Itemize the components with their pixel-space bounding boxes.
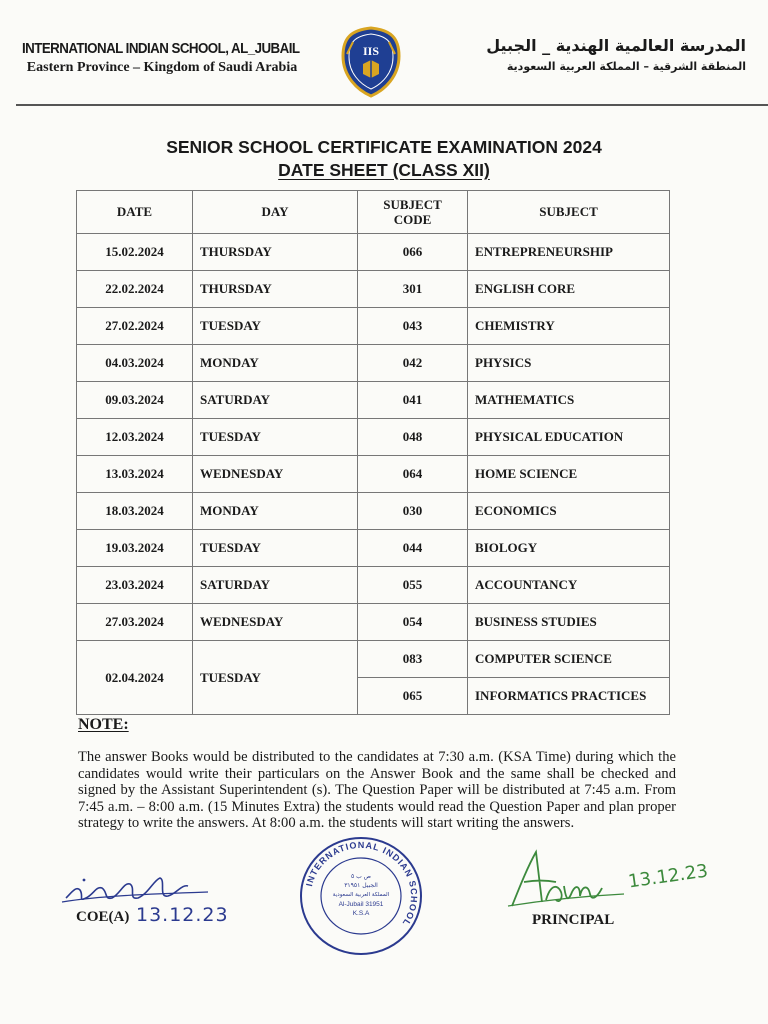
cell-subject: HOME SCIENCE — [468, 456, 670, 493]
table-row — [77, 493, 670, 530]
cell-day: THURSDAY — [193, 234, 358, 271]
table-row — [77, 530, 670, 567]
principal-label: PRINCIPAL — [532, 912, 615, 928]
cell-date: 23.03.2024 — [77, 567, 193, 604]
cell-day: TUESDAY — [193, 419, 358, 456]
cell-subject: MATHEMATICS — [468, 382, 670, 419]
cell-day: WEDNESDAY — [193, 456, 358, 493]
note-heading: NOTE: — [78, 716, 129, 733]
cell-code: 043 — [358, 308, 468, 345]
cell-day: MONDAY — [193, 345, 358, 382]
cell-subject: COMPUTER SCIENCE — [468, 641, 670, 678]
table-row — [77, 456, 670, 493]
stamp-line-2: الجبيل ٣١٩٥١ — [344, 882, 378, 889]
cell-subject: ENTREPRENEURSHIP — [468, 234, 670, 271]
cell-subject: ENGLISH CORE — [468, 271, 670, 308]
cell-code: 048 — [358, 419, 468, 456]
header-subject-code: SUBJECT CODE — [358, 191, 468, 234]
cell-day: MONDAY — [193, 493, 358, 530]
letterhead — [0, 0, 768, 110]
table-row — [77, 234, 670, 271]
cell-code: 064 — [358, 456, 468, 493]
cell-day: WEDNESDAY — [193, 604, 358, 641]
cell-date: 13.03.2024 — [77, 456, 193, 493]
table-row — [77, 382, 670, 419]
note-paragraph: The answer Books would be distributed to the candidates at 7:30 a.m. (KSA Time) during which the candidates would write their particulars on the Answer Book and the same shall be checked and signed by the Assistant Superintendent (s). The Question Paper will be distributed at 7:45 a.m. From 7:45 a.m. – 8:00 a.m. (15 Minutes Extra) the students would read the Question Paper and plan proper strategy to write the answers. At 8:00 a.m. the students will start writing the answers. — [78, 749, 676, 832]
header-divider — [16, 104, 768, 106]
table-row — [77, 604, 670, 641]
cell-day: THURSDAY — [193, 271, 358, 308]
cell-day: TUESDAY — [193, 530, 358, 567]
cell-date: 12.03.2024 — [77, 419, 193, 456]
cell-date: 02.04.2024 — [77, 641, 193, 715]
coe-date: 13.12.23 — [136, 904, 229, 926]
exam-title: SENIOR SCHOOL CERTIFICATE EXAMINATION 2024 — [166, 137, 602, 157]
cell-subject: CHEMISTRY — [468, 308, 670, 345]
cell-code: 066 — [358, 234, 468, 271]
date-sheet-title: DATE SHEET (CLASS XII) — [278, 160, 490, 180]
school-logo — [333, 24, 409, 100]
school-name-ar: المدرسة العالمية الهندية _ الجبيل — [486, 36, 746, 55]
table-row — [77, 567, 670, 604]
cell-code: 041 — [358, 382, 468, 419]
cell-subject: ACCOUNTANCY — [468, 567, 670, 604]
table-row — [77, 345, 670, 382]
cell-date: 18.03.2024 — [77, 493, 193, 530]
stamp-line-1: ص ب ٥ — [351, 873, 371, 880]
school-location-en: Eastern Province – Kingdom of Saudi Arabia — [26, 60, 298, 75]
header-day: DAY — [193, 191, 358, 234]
header-subject: SUBJECT — [468, 191, 670, 234]
school-location-ar: المنطقة الشرقية – المملكة العربية السعودية — [506, 60, 746, 73]
cell-code: 054 — [358, 604, 468, 641]
logo-text: IIS — [362, 44, 380, 58]
cell-code: 055 — [358, 567, 468, 604]
cell-day: TUESDAY — [193, 641, 358, 715]
school-name-en: INTERNATIONAL INDIAN SCHOOL, AL_JUBAIL — [22, 41, 300, 57]
cell-subject: BIOLOGY — [468, 530, 670, 567]
table-body — [77, 234, 670, 715]
cell-code: 030 — [358, 493, 468, 530]
cell-code: 042 — [358, 345, 468, 382]
cell-subject: BUSINESS STUDIES — [468, 604, 670, 641]
table-row — [77, 308, 670, 345]
stamp-line-4: Al-Jubail 31951 — [338, 901, 384, 908]
cell-date: 09.03.2024 — [77, 382, 193, 419]
stamp-line-3: المملكة العربية السعودية — [332, 892, 390, 898]
cell-day: SATURDAY — [193, 382, 358, 419]
coe-label: COE(A) — [76, 909, 130, 925]
table-row — [77, 419, 670, 456]
cell-code: 301 — [358, 271, 468, 308]
cell-subject: ECONOMICS — [468, 493, 670, 530]
cell-day: TUESDAY — [193, 308, 358, 345]
cell-day: SATURDAY — [193, 567, 358, 604]
table-header-row — [77, 191, 670, 234]
cell-subject: PHYSICS — [468, 345, 670, 382]
stamp-line-5: K.S.A — [352, 910, 370, 917]
stamp-ring-text: INTERNATIONAL INDIAN SCHOOL — [304, 839, 420, 929]
cell-subject: INFORMATICS PRACTICES — [468, 678, 670, 715]
principal-signature — [506, 846, 626, 914]
principal-date: 13.12.23 — [626, 860, 710, 893]
header-date: DATE — [77, 191, 193, 234]
table-row — [77, 271, 670, 308]
cell-date: 27.03.2024 — [77, 604, 193, 641]
cell-date: 04.03.2024 — [77, 345, 193, 382]
cell-date: 22.02.2024 — [77, 271, 193, 308]
cell-code: 065 — [358, 678, 468, 715]
cell-date: 19.03.2024 — [77, 530, 193, 567]
cell-code: 083 — [358, 641, 468, 678]
cell-code: 044 — [358, 530, 468, 567]
date-sheet-table — [76, 190, 670, 715]
cell-date: 15.02.2024 — [77, 234, 193, 271]
cell-subject: PHYSICAL EDUCATION — [468, 419, 670, 456]
cell-date: 27.02.2024 — [77, 308, 193, 345]
school-stamp — [298, 834, 424, 958]
table-row — [77, 641, 670, 678]
